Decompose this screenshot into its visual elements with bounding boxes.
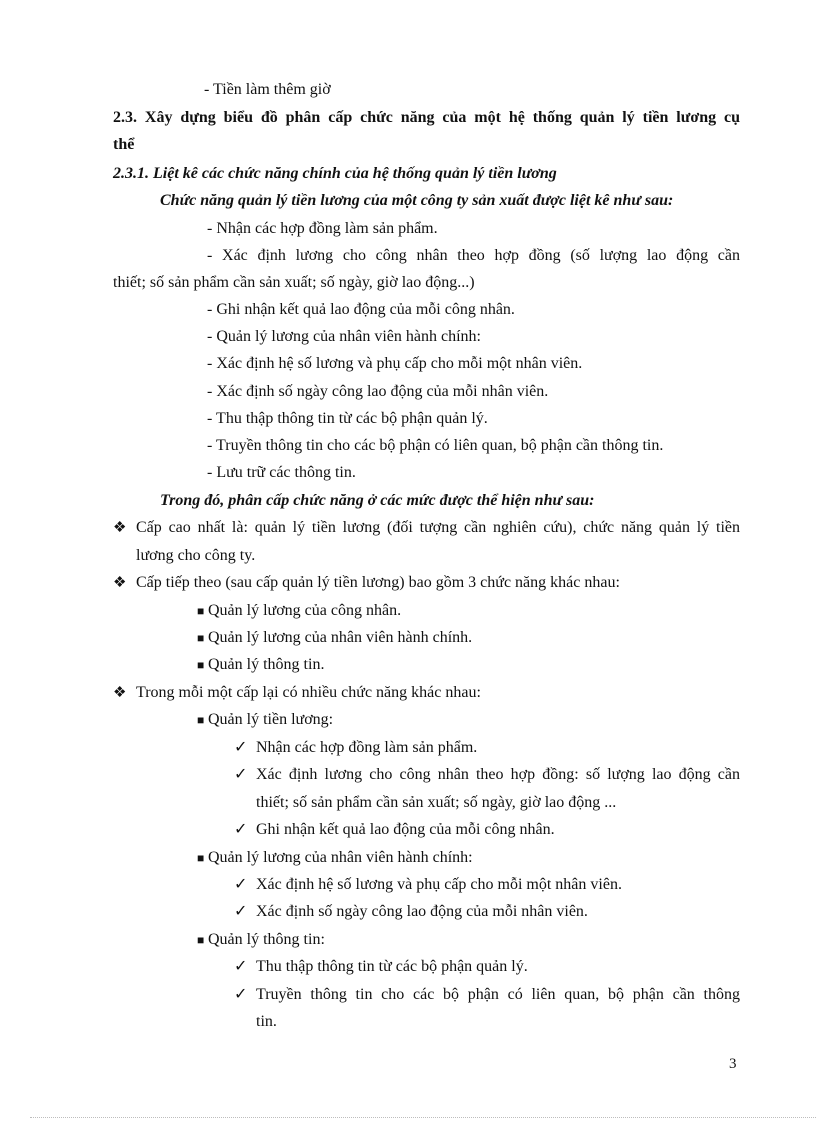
diamond-bullet-icon: ❖	[113, 520, 127, 536]
group-info-item-continuation: tin.	[256, 1013, 277, 1030]
group-salary-item: Ghi nhận kết quả lao động của mỗi công nhân.	[256, 821, 555, 838]
hierarchy-heading: Trong đó, phân cấp chức năng ở các mức được thể hiện như sau:	[160, 492, 595, 509]
level2-intro: Cấp tiếp theo (sau cấp quản lý tiền lương) bao gồm 3 chức năng khác nhau:	[136, 574, 620, 591]
function-item: - Ghi nhận kết quả lao động của mỗi công nhân.	[207, 301, 515, 318]
function-item: - Truyền thông tin cho các bộ phận có liên quan, bộ phận cần thông tin.	[207, 437, 664, 454]
square-bullet-icon: ■	[197, 851, 205, 865]
diamond-bullet-icon: ❖	[113, 575, 127, 591]
checkmark-bullet-icon: ✓	[234, 958, 248, 975]
group-salary-item-continuation: thiết; số sản phẩm cần sản xuất; số ngày, giờ lao động ...	[256, 794, 617, 811]
group-info-item: Thu thập thông tin từ các bộ phận quản lý.	[256, 958, 528, 975]
function-item: - Xác định lương cho công nhân theo hợp đồng (số lượng lao động cần	[207, 247, 740, 264]
checkmark-bullet-icon: ✓	[234, 986, 248, 1003]
checkmark-bullet-icon: ✓	[234, 739, 248, 756]
function-item: - Lưu trữ các thông tin.	[207, 464, 356, 481]
checkmark-bullet-icon: ✓	[234, 821, 248, 838]
function-item: - Xác định số ngày công lao động của mỗi nhân viên.	[207, 383, 549, 400]
checkmark-bullet-icon: ✓	[234, 766, 248, 783]
level1-description: Cấp cao nhất là: quản lý tiền lương (đối tượng cần nghiên cứu), chức năng quản lý tiền	[136, 519, 740, 536]
group-heading-salary: Quản lý tiền lương:	[208, 711, 334, 728]
function-item-continuation: thiết; số sản phẩm cần sản xuất; số ngày, giờ lao động...)	[113, 274, 475, 291]
function-item: - Nhận các hợp đồng làm sản phẩm.	[207, 220, 438, 237]
square-bullet-icon: ■	[197, 604, 205, 618]
square-bullet-icon: ■	[197, 631, 205, 645]
square-bullet-icon: ■	[197, 713, 205, 727]
function-item: - Quản lý lương của nhân viên hành chính:	[207, 328, 481, 345]
level2-item: Quản lý lương của công nhân.	[208, 602, 402, 619]
group-heading-admin: Quản lý lương của nhân viên hành chính:	[208, 849, 473, 866]
top-list-item: - Tiền làm thêm giờ	[204, 81, 331, 98]
page-number: 3	[729, 1056, 737, 1072]
square-bullet-icon: ■	[197, 933, 205, 947]
level2-item: Quản lý thông tin.	[208, 656, 325, 673]
group-heading-info: Quản lý thông tin:	[208, 931, 325, 948]
footer-divider	[30, 1117, 816, 1118]
functions-intro: Chức năng quản lý tiền lương của một công ty sản xuất được liệt kê như sau:	[160, 192, 674, 209]
group-salary-item: Nhận các hợp đồng làm sản phẩm.	[256, 739, 478, 756]
section-heading-continuation: thể	[113, 136, 135, 153]
level1-description-continuation: lương cho công ty.	[136, 547, 256, 564]
diamond-bullet-icon: ❖	[113, 685, 127, 701]
group-salary-item: Xác định lương cho công nhân theo hợp đồng: số lượng lao động cần	[256, 766, 740, 783]
group-info-item: Truyền thông tin cho các bộ phận có liên quan, bộ phận cần thông	[256, 986, 740, 1003]
group-admin-item: Xác định số ngày công lao động của mỗi nhân viên.	[256, 903, 588, 920]
subsection-heading: 2.3.1. Liệt kê các chức năng chính của hệ thống quản lý tiền lương	[113, 165, 557, 182]
section-heading: 2.3. Xây dựng biểu đồ phân cấp chức năng của một hệ thống quản lý tiền lương cụ	[113, 109, 740, 126]
checkmark-bullet-icon: ✓	[234, 876, 248, 893]
function-item: - Xác định hệ số lương và phụ cấp cho mỗi một nhân viên.	[207, 355, 583, 372]
function-item: - Thu thập thông tin từ các bộ phận quản lý.	[207, 410, 488, 427]
square-bullet-icon: ■	[197, 658, 205, 672]
level2-item: Quản lý lương của nhân viên hành chính.	[208, 629, 473, 646]
level3-intro: Trong mỗi một cấp lại có nhiều chức năng khác nhau:	[136, 684, 481, 701]
group-admin-item: Xác định hệ số lương và phụ cấp cho mỗi một nhân viên.	[256, 876, 622, 893]
checkmark-bullet-icon: ✓	[234, 903, 248, 920]
